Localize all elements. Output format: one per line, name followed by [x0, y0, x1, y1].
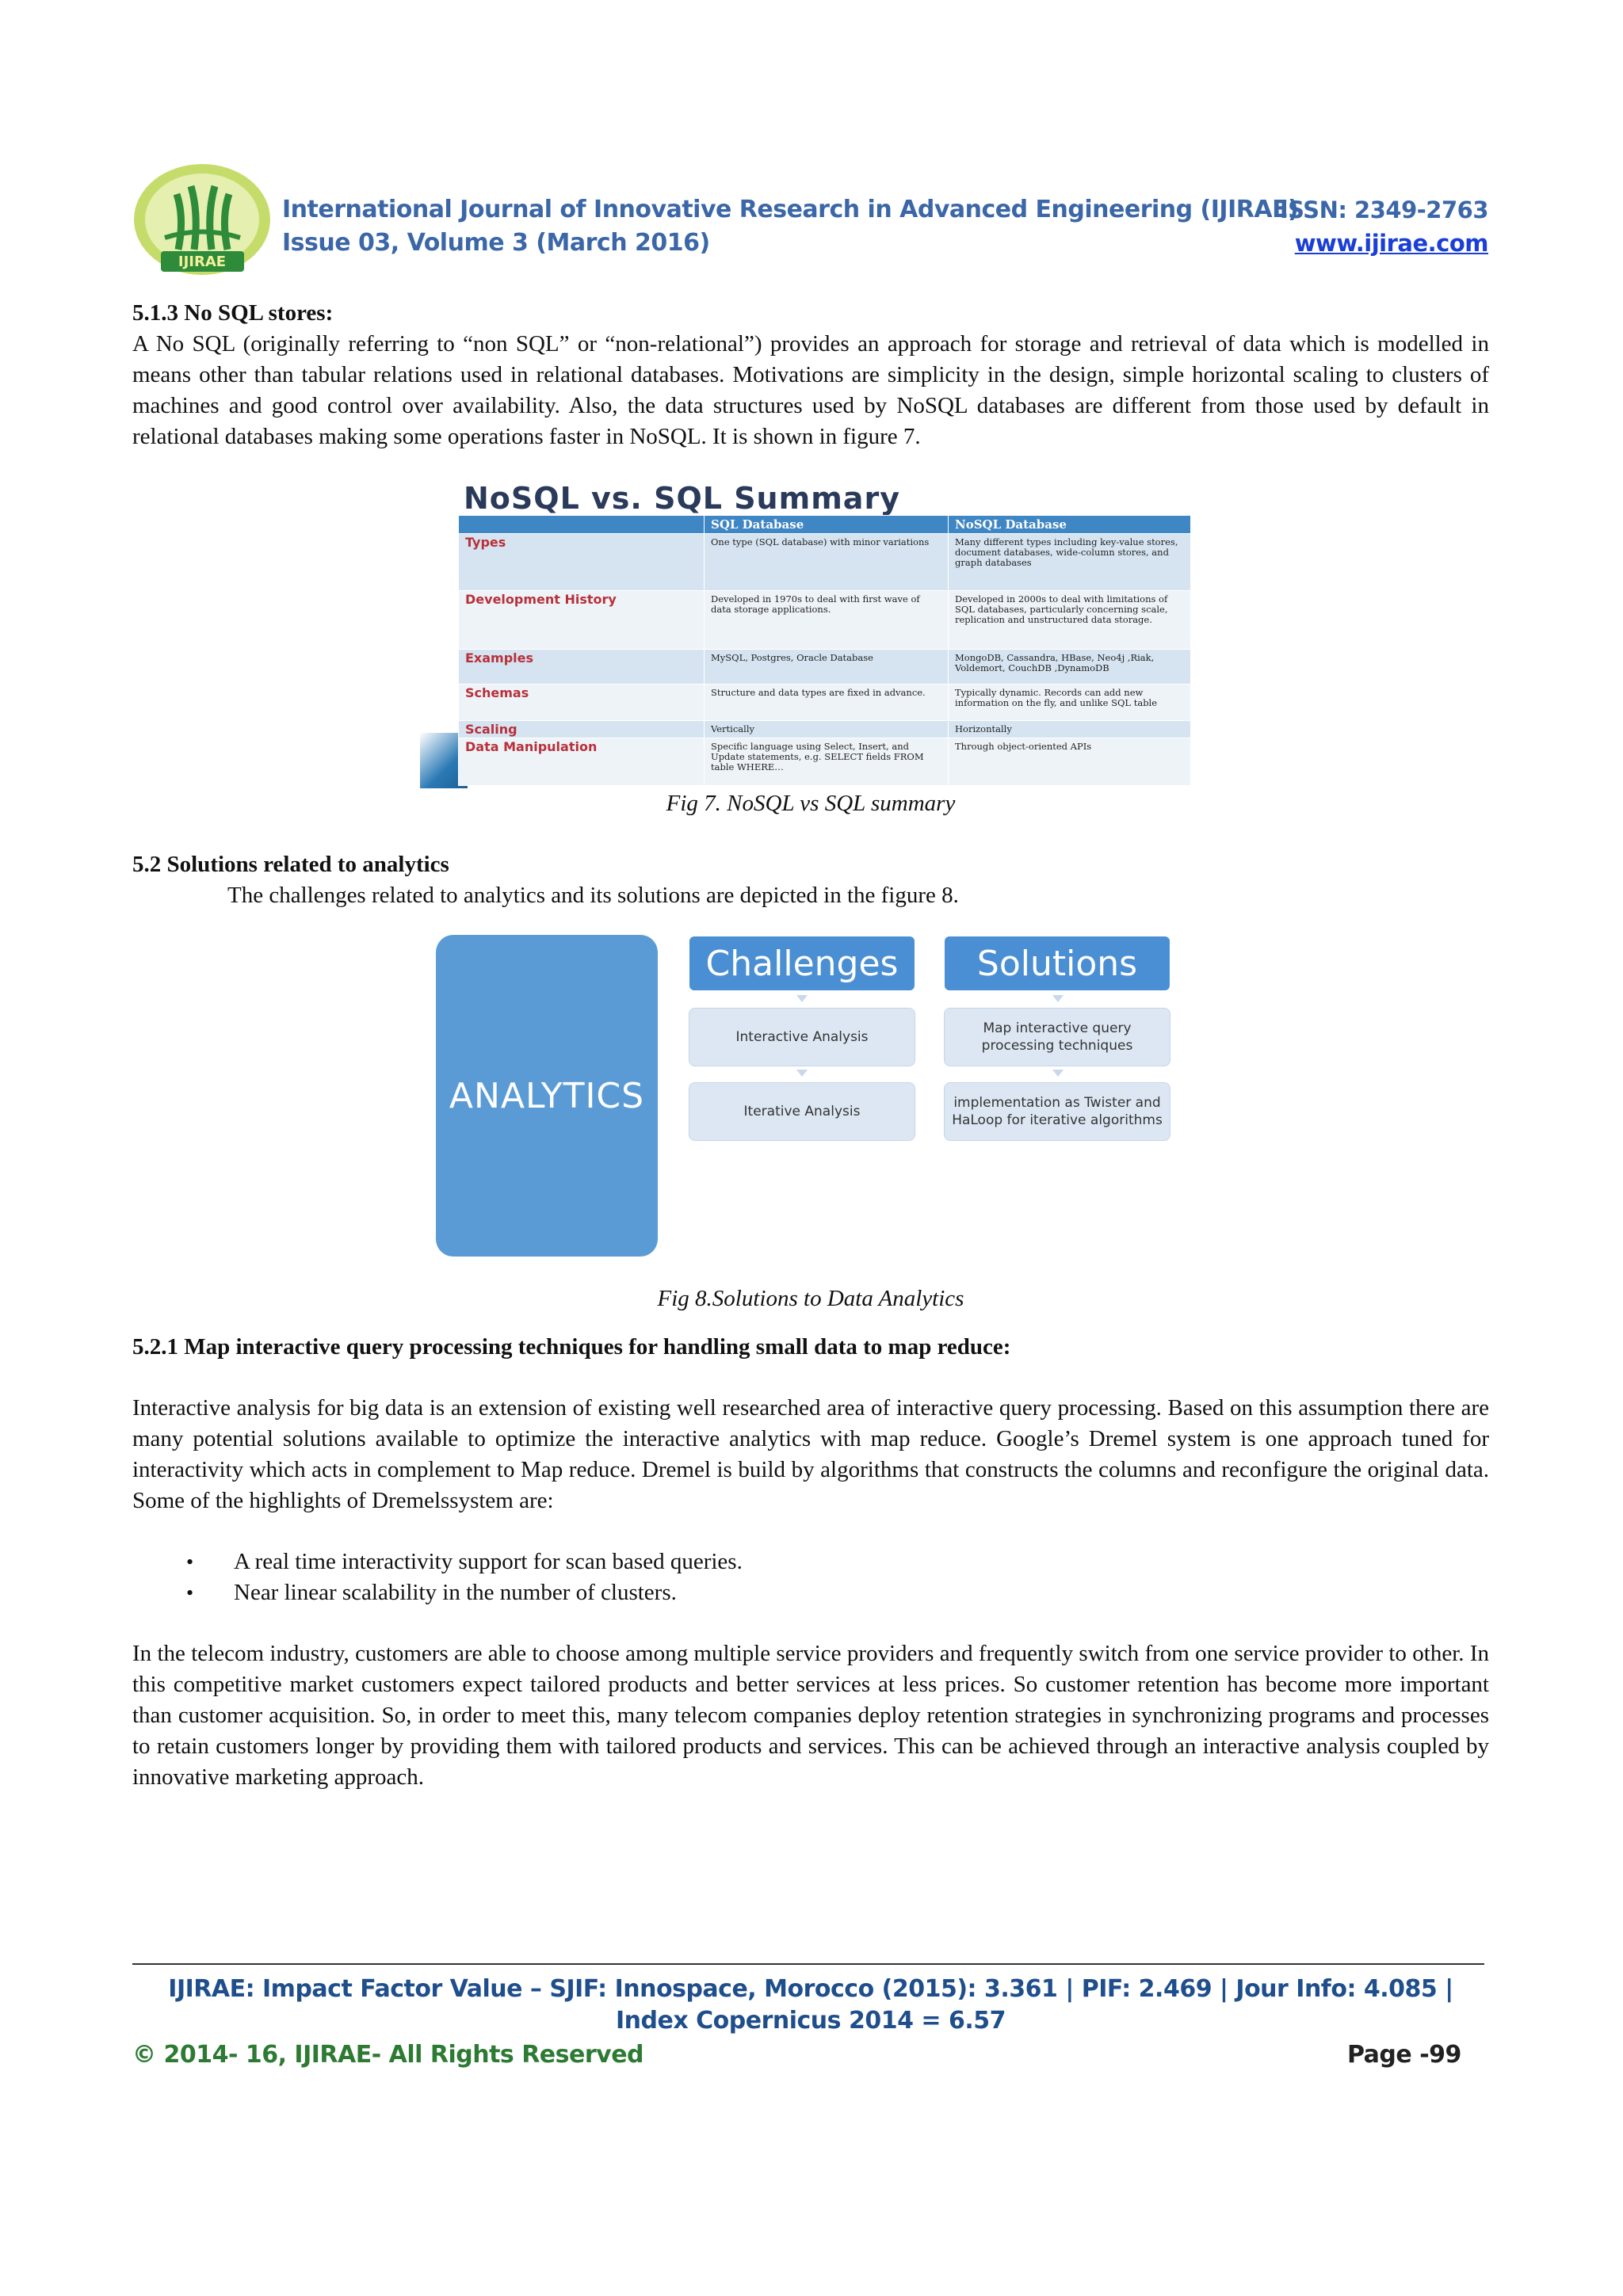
table-row: [459, 650, 1191, 685]
row-label: Scaling: [459, 721, 705, 738]
cell-sql: MySQL, Postgres, Oracle Database: [705, 650, 949, 685]
table-row: [459, 721, 1191, 738]
table-row: [459, 591, 1191, 650]
challenge-box: Interactive Analysis: [689, 1008, 915, 1066]
website-link[interactable]: www.ijirae.com: [1294, 230, 1488, 257]
table-header-nosql: NoSQL Database: [949, 516, 1191, 534]
cell-nosql: Many different types including key-value stores, document databases, wide-column stores, and graph databases: [949, 534, 1191, 591]
figure-title: NoSQL vs. SQL Summary: [464, 481, 900, 516]
journal-meta: [1280, 193, 1488, 260]
row-label: Examples: [459, 650, 705, 685]
cell-sql: Structure and data types are fixed in advance.: [705, 685, 949, 721]
table-header-blank: [459, 516, 705, 534]
list-item: [132, 1577, 1489, 1608]
section-heading: 5.2.1 Map interactive query processing techniques for handling small data to map reduce:: [132, 1334, 1011, 1360]
page-number: Page -99: [1347, 2041, 1461, 2069]
svg-text:IJIRAE: IJIRAE: [178, 254, 227, 270]
impact-factor: [132, 1974, 1489, 2037]
section-5-2-1: [132, 1332, 1489, 1793]
cell-sql: One type (SQL database) with minor variations: [705, 534, 949, 591]
row-label: Data Manipulation: [459, 738, 705, 786]
journal-header: [282, 193, 1298, 260]
section-heading: 5.2 Solutions related to analytics: [132, 852, 449, 877]
impact-line-1: IJIRAE: Impact Factor Value – SJIF: Innospace, Morocco (2015): 3.361 | PIF: 2.469 | Jour Info: 4.085 |: [168, 1975, 1453, 2003]
cell-nosql: Horizontally: [949, 721, 1191, 738]
ijirae-logo: [129, 162, 276, 277]
issn: ISSN: 2349-2763: [1279, 196, 1488, 223]
arrow-down-icon: [1052, 995, 1064, 1002]
analytics-block: ANALYTICS: [436, 935, 658, 1257]
arrow-down-icon: [796, 1070, 808, 1077]
impact-line-2: Index Copernicus 2014 = 6.57: [615, 2007, 1006, 2035]
footer-divider: [132, 1963, 1484, 1965]
figure-7-nosql-vs-sql: [420, 479, 1190, 788]
cell-nosql: Through object-oriented APIs: [949, 738, 1191, 786]
table-header-row: [459, 516, 1191, 534]
row-label: Types: [459, 534, 705, 591]
cell-sql: Specific language using Select, Insert, and Update statements, e.g. SELECT fields FROM table WHERE…: [705, 738, 949, 786]
cell-sql: Vertically: [705, 721, 949, 738]
section-5-2: [132, 849, 1489, 911]
solution-box: Map interactive query processing techniques: [944, 1008, 1170, 1066]
section-5-1-3: [132, 298, 1489, 452]
paragraph: Interactive analysis for big data is an extension of existing well researched area of interactive query processing. Based on this assumption there are many potential solutions available to optimize the interactive analytics with map reduce. Google’s Dremel system is one approach tuned for interactivity which acts in complement to Map reduce. Dremel is build by algorithms that constructs the columns and reconfigure the original data. Some of the highlights of Dremelssystem are:: [132, 1395, 1489, 1513]
paragraph: In the telecom industry, customers are able to choose among multiple service providers and frequently switch from one service provider to other. In this competitive market customers expect tailored products and better services at less prices. So customer retention has become more important than customer acquisition. So, in order to meet this, many telecom companies deploy retention strategies in synchronizing programs and processes to retain customers longer by providing them with tailored products and services. This can be achieved through an interactive analysis coupled by innovative marketing approach.: [132, 1641, 1489, 1790]
bullet-icon: •: [186, 1581, 194, 1604]
list-item-text: A real time interactivity support for scan based queries.: [234, 1549, 743, 1574]
arrow-down-icon: [1052, 1070, 1064, 1077]
cell-nosql: Typically dynamic. Records can add new information on the fly, and unlike SQL table: [949, 685, 1191, 721]
journal-issue: Issue 03, Volume 3 (March 2016): [282, 229, 710, 257]
cell-nosql: Developed in 2000s to deal with limitations of SQL databases, particularly concerning scale, replication and unstructured data storage.: [949, 591, 1191, 650]
highlights-list: [132, 1547, 1489, 1608]
solution-box: implementation as Twister and HaLoop for iterative algorithms: [944, 1082, 1170, 1141]
section-heading: 5.1.3 No SQL stores:: [132, 300, 334, 326]
comparison-table: [458, 515, 1190, 786]
paragraph: The challenges related to analytics and its solutions are depicted in the figure 8.: [227, 883, 959, 908]
table-row: [459, 685, 1191, 721]
list-item-text: Near linear scalability in the number of clusters.: [234, 1580, 677, 1605]
paragraph: A No SQL (originally referring to “non SQL” or “non-relational”) provides an approach for storage and retrieval of data which is modelled in means other than tabular relations used in relational databases. Motivations are simplicity in the design, simple horizontal scaling to clusters of machines and good control over availability. Also, the data structures used by NoSQL databases are different from those used by default in relational databases making some operations faster in NoSQL. It is shown in figure 7.: [132, 331, 1489, 449]
figure-7-caption: Fig 7. NoSQL vs SQL summary: [666, 791, 956, 816]
cell-sql: Developed in 1970s to deal with first wave of data storage applications.: [705, 591, 949, 650]
challenges-header: Challenges: [689, 936, 915, 990]
challenge-box: Iterative Analysis: [689, 1082, 915, 1141]
table-row: [459, 738, 1191, 786]
solutions-header: Solutions: [945, 936, 1170, 990]
copyright: © 2014- 16, IJIRAE- All Rights Reserved: [132, 2041, 644, 2069]
table-row: [459, 534, 1191, 591]
figure-8-analytics-diagram: [434, 927, 1187, 1260]
list-item: [132, 1547, 1489, 1577]
row-label: Development History: [459, 591, 705, 650]
table-header-sql: SQL Database: [705, 516, 949, 534]
arrow-down-icon: [796, 995, 808, 1002]
row-label: Schemas: [459, 685, 705, 721]
figure-8-caption: Fig 8.Solutions to Data Analytics: [657, 1286, 964, 1311]
bullet-icon: •: [186, 1550, 194, 1573]
journal-title: International Journal of Innovative Research in Advanced Engineering (IJIRAE): [282, 196, 1299, 223]
cell-nosql: MongoDB, Cassandra, HBase, Neo4j ,Riak, Voldemort, CouchDB ,DynamoDB: [949, 650, 1191, 685]
